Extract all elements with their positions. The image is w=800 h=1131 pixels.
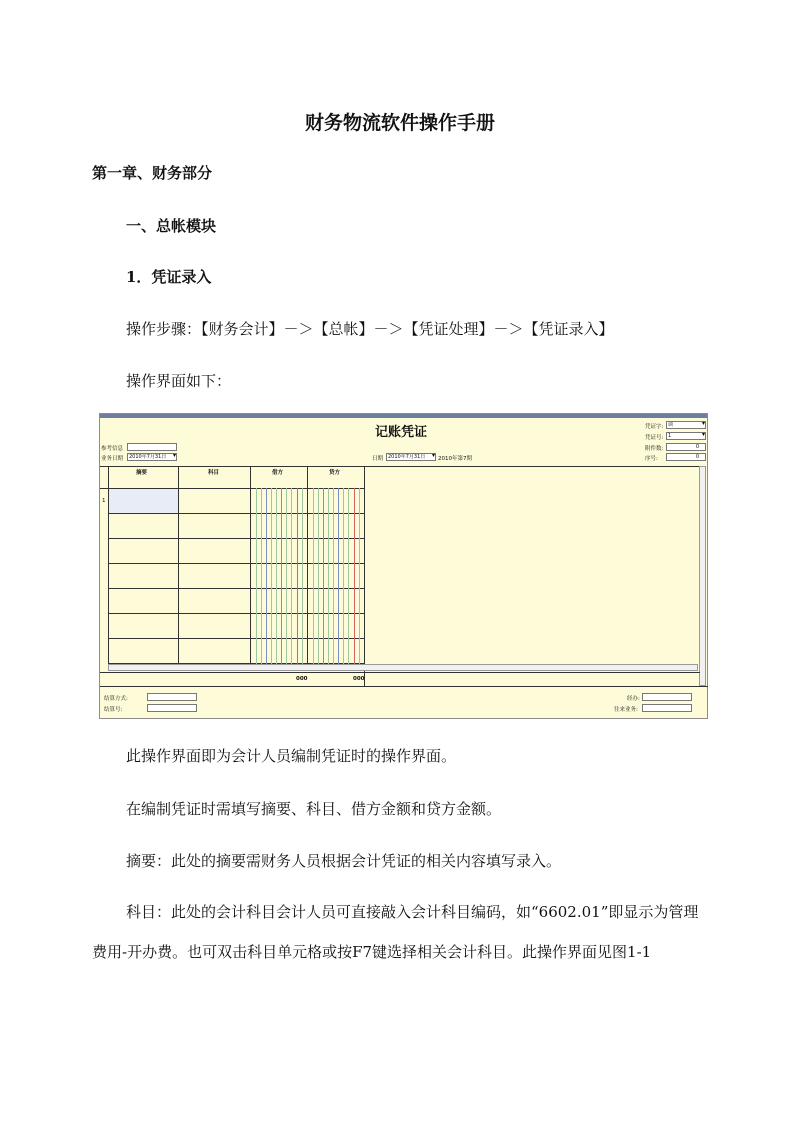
voucher-title: 记账凭证	[375, 425, 428, 440]
settle-no-label: 结算号:	[104, 707, 123, 713]
handler-input[interactable]	[642, 693, 692, 701]
vertical-scrollbar[interactable]	[699, 466, 706, 686]
window-titlebar	[100, 414, 707, 418]
section-heading: 一、总帐模块	[126, 217, 217, 235]
subsection-heading: 1．凭证录入	[126, 268, 212, 286]
document-title: 财务物流软件操作手册	[304, 112, 495, 134]
voucher-screenshot	[99, 413, 708, 719]
credit-total: 000	[353, 676, 365, 682]
date-input[interactable]: 2010年7月31日 ▾	[386, 453, 436, 461]
biz-date-label: 业务日期	[101, 456, 124, 462]
selected-cell[interactable]	[109, 489, 178, 513]
date-label: 日期	[372, 456, 384, 462]
col-header-credit: 贷方	[329, 470, 341, 476]
paragraph-2: 在编制凭证时需填写摘要、科目、借方金额和贷方金额。	[126, 800, 502, 818]
settle-method-input[interactable]	[147, 693, 197, 701]
paragraph-4: 科目：此处的会计科目会计人员可直接敲入会计科目编码，如“6602.01”即显示为管理费用-开办费。也可双击科目单元格或按F7键选择相关会计科目。此操作界面见图1-1	[92, 903, 699, 961]
voucher-no-input[interactable]: 1 ▾	[666, 432, 706, 440]
settle-no-input[interactable]	[147, 704, 197, 712]
seq-label: 序号:	[645, 456, 658, 462]
row-number: 1	[102, 498, 106, 504]
attach-stepper[interactable]: 0	[666, 443, 706, 451]
paragraph-3: 摘要：此处的摘要需财务人员根据会计凭证的相关内容填写录入。	[126, 852, 562, 870]
handler-label: 经办:	[627, 696, 640, 702]
interface-intro: 操作界面如下：	[126, 372, 232, 390]
partner-label: 往来业务:	[614, 707, 638, 713]
chapter-heading: 第一章、财务部分	[92, 164, 213, 182]
seq-stepper[interactable]: 0	[666, 453, 706, 461]
col-header-account: 科目	[208, 470, 220, 476]
voucher-type-label: 凭证字:	[645, 424, 664, 430]
settle-method-label: 结算方式:	[104, 696, 128, 702]
voucher-no-label: 凭证号:	[645, 435, 664, 441]
attach-label: 附件数:	[645, 446, 664, 452]
paragraph-1: 此操作界面即为会计人员编制凭证时的操作界面。	[126, 747, 457, 765]
partner-input[interactable]	[642, 704, 692, 712]
debit-total: 000	[296, 676, 308, 682]
col-header-debit: 借方	[272, 470, 284, 476]
voucher-type-select[interactable]: 调 ▾	[666, 421, 706, 429]
ref-label: 参考信息	[101, 446, 124, 452]
col-header-summary: 摘要	[136, 470, 148, 476]
operation-steps: 操作步骤：【财务会计】－＞【总帐】－＞【凭证处理】－＞【凭证录入】	[126, 320, 614, 338]
horizontal-scrollbar[interactable]	[108, 664, 698, 671]
period-label: 2010年第7期	[438, 456, 472, 462]
biz-date-input[interactable]: 2010年7月31日 ▾	[127, 453, 177, 461]
ref-input[interactable]	[127, 443, 177, 451]
